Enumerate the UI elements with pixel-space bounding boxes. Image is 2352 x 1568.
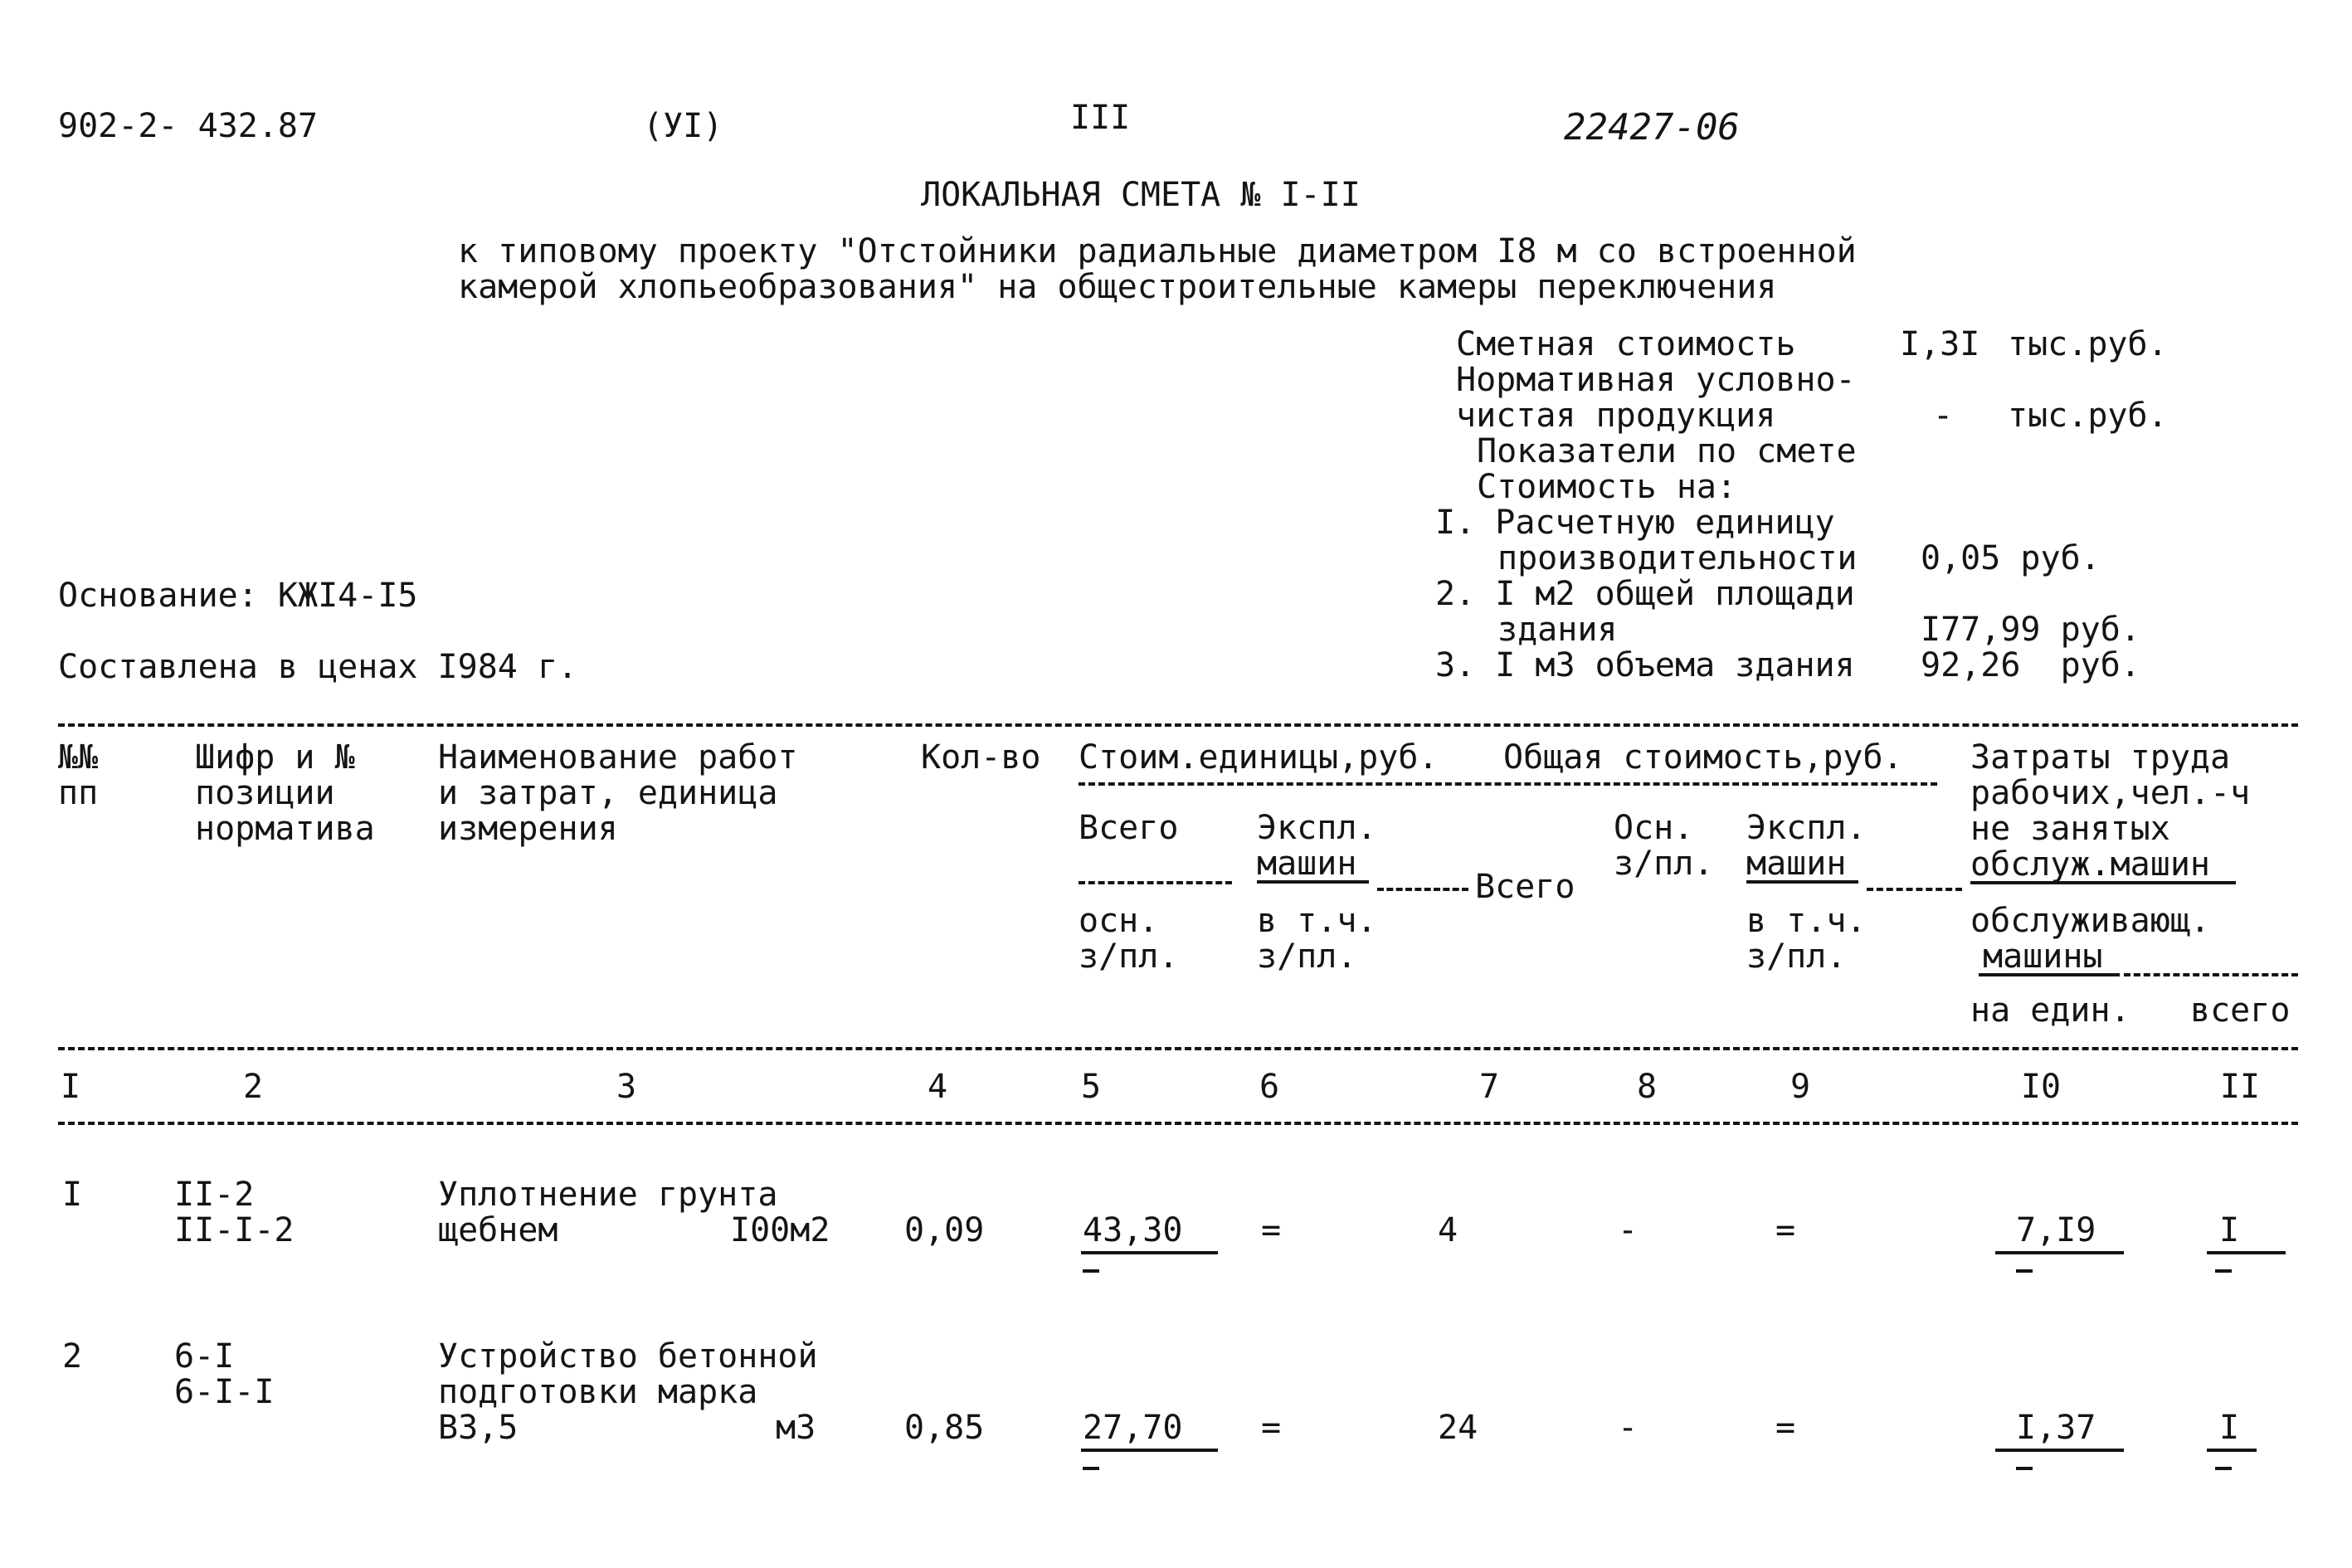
col-3-header: измерения bbox=[438, 810, 618, 848]
value-marker bbox=[2215, 1467, 2232, 1470]
col-2-header: позиции bbox=[195, 774, 335, 812]
unit-cost-total: 27,70 bbox=[1083, 1409, 1183, 1447]
summary-value: 0,05 руб. bbox=[1921, 539, 2101, 577]
value-underline bbox=[1995, 1251, 2124, 1254]
col-3-header: и затрат, единица bbox=[438, 774, 778, 812]
labor-header: не занятых bbox=[1970, 810, 2170, 848]
total-machines-rule bbox=[1867, 888, 1962, 891]
col-2-header: норматива bbox=[195, 810, 375, 848]
unit-machines-rule bbox=[1377, 888, 1468, 891]
column-number: 4 bbox=[927, 1068, 948, 1106]
labor-per-unit: I,37 bbox=[2016, 1409, 2096, 1447]
unit-machines-header: машин bbox=[1257, 845, 1357, 883]
total-cost: 24 bbox=[1438, 1409, 1478, 1447]
row-number: I bbox=[62, 1176, 83, 1214]
norm-code: II-2 bbox=[174, 1176, 255, 1214]
total-machines-header: машин bbox=[1746, 845, 1847, 883]
value-underline bbox=[2207, 1449, 2257, 1452]
work-name: щебнем bbox=[438, 1211, 558, 1249]
col-3-header: Наименование работ bbox=[438, 738, 798, 777]
summary-label: чистая продукция bbox=[1456, 397, 1776, 435]
col-4-header: Кол-во bbox=[921, 738, 1041, 777]
summary-label: Сметная стоимость bbox=[1456, 325, 1796, 363]
col-1-header: пп bbox=[58, 774, 99, 812]
column-number: I bbox=[60, 1068, 81, 1106]
column-number: 5 bbox=[1080, 1068, 1102, 1106]
column-number: 6 bbox=[1259, 1068, 1280, 1106]
summary-label: производительности bbox=[1497, 539, 1858, 577]
total-incl-wage-header: з/пл. bbox=[1746, 937, 1847, 976]
summary-label: I. Расчетную единицу bbox=[1435, 504, 1835, 542]
labor-header-underline bbox=[1970, 881, 2236, 884]
unit-incl-wage-header: з/пл. bbox=[1257, 937, 1357, 976]
total-incl-wage-header: в т.ч. bbox=[1746, 902, 1867, 940]
measure-unit: м3 bbox=[776, 1409, 816, 1447]
page-number: III bbox=[1070, 99, 1131, 137]
summary-unit: тыс.руб. bbox=[2008, 325, 2168, 363]
total-machines: = bbox=[1775, 1211, 1796, 1249]
document-code: 902-2- 432.87 bbox=[58, 107, 319, 145]
labor-total: I bbox=[2219, 1211, 2240, 1249]
value-underline bbox=[2207, 1251, 2286, 1254]
unit-cost-header: Стоим.единицы,руб. bbox=[1079, 738, 1439, 777]
total-machines: = bbox=[1775, 1409, 1796, 1447]
col-2-header: Шифр и № bbox=[195, 738, 355, 777]
measure-unit: I00м2 bbox=[730, 1211, 830, 1249]
row-number: 2 bbox=[62, 1337, 83, 1376]
unit-total-rule bbox=[1079, 881, 1232, 884]
sheet-id: 22427-06 bbox=[1564, 106, 1740, 149]
column-number: II bbox=[2219, 1068, 2261, 1106]
column-number: 9 bbox=[1790, 1068, 1811, 1106]
summary-unit: тыс.руб. bbox=[2008, 397, 2168, 435]
labor-header: машины bbox=[1983, 937, 2103, 976]
value-underline bbox=[1081, 1251, 1218, 1254]
unit-wage-header: з/пл. bbox=[1079, 937, 1179, 976]
summary-value: - bbox=[1933, 397, 1954, 435]
labor-per-unit: 7,I9 bbox=[2016, 1211, 2096, 1249]
labor-header: обслуж.машин bbox=[1970, 845, 2210, 884]
total-cost-header: Общая стоимость,руб. bbox=[1503, 738, 1903, 777]
summary-label: здания bbox=[1497, 611, 1618, 649]
value-marker bbox=[1083, 1269, 1099, 1273]
column-number: 8 bbox=[1636, 1068, 1658, 1106]
summary-label: Нормативная условно- bbox=[1456, 361, 1856, 399]
table-top-rule bbox=[58, 723, 2298, 727]
total-cost-all-header: Всего bbox=[1475, 868, 1575, 906]
total-wage: - bbox=[1618, 1211, 1639, 1249]
value-marker bbox=[1083, 1467, 1099, 1470]
value-underline bbox=[1081, 1449, 1218, 1452]
unit-cost-total: 43,30 bbox=[1083, 1211, 1183, 1249]
labor-header: рабочих,чел.-ч bbox=[1970, 774, 2251, 812]
column-number: 2 bbox=[242, 1068, 264, 1106]
labor-total-header: всего bbox=[2190, 991, 2291, 1030]
column-number: I0 bbox=[2020, 1068, 2062, 1106]
column-number-rule bbox=[58, 1122, 2298, 1125]
work-name: Устройство бетонной bbox=[438, 1337, 818, 1376]
album-number: (УI) bbox=[643, 107, 723, 145]
quantity: 0,85 bbox=[904, 1409, 985, 1447]
work-name: Уплотнение грунта bbox=[438, 1176, 778, 1214]
unit-cost-machines: = bbox=[1261, 1211, 1282, 1249]
value-marker bbox=[2016, 1269, 2033, 1273]
labor-header: обслуживающ. bbox=[1970, 902, 2210, 940]
basis-line: Основание: КЖI4-I5 bbox=[58, 577, 418, 615]
labor-header-underline bbox=[1979, 973, 2120, 976]
column-number: 7 bbox=[1478, 1068, 1500, 1106]
unit-machines-header: Экспл. bbox=[1257, 809, 1377, 847]
summary-label: Показатели по смете bbox=[1477, 432, 1857, 470]
summary-label: 2. I м2 общей площади bbox=[1435, 575, 1855, 613]
value-marker bbox=[2215, 1269, 2232, 1273]
header-bottom-rule bbox=[58, 1047, 2298, 1050]
total-machines-underline bbox=[1746, 880, 1858, 884]
unit-total-header: Всего bbox=[1079, 809, 1179, 847]
summary-value: I,3I bbox=[1900, 325, 1980, 363]
estimate-subtitle-line-2: камерой хлопьеобразования" на общестроительные камеры переключения bbox=[458, 268, 1777, 306]
labor-header: Затраты труда bbox=[1970, 738, 2231, 777]
total-cost: 4 bbox=[1438, 1211, 1458, 1249]
summary-label: Стоимость на: bbox=[1477, 468, 1737, 506]
labor-header-rule bbox=[2124, 973, 2298, 976]
estimate-title: ЛОКАЛЬНАЯ СМЕТА № I-II bbox=[921, 176, 1361, 214]
work-name: В3,5 bbox=[438, 1409, 519, 1447]
summary-value: 92,26 руб. bbox=[1921, 646, 2140, 684]
unit-incl-wage-header: в т.ч. bbox=[1257, 902, 1377, 940]
work-name: подготовки марка bbox=[438, 1373, 758, 1411]
unit-cost-machines: = bbox=[1261, 1409, 1282, 1447]
cost-group-rule bbox=[1079, 782, 1937, 786]
estimate-subtitle-line-1: к типовому проекту "Отстойники радиальные диаметром I8 м со встроенной bbox=[458, 232, 1857, 270]
labor-per-unit-header: на един. bbox=[1970, 991, 2130, 1030]
total-wage: - bbox=[1618, 1409, 1639, 1447]
col-1-header: №№ bbox=[58, 738, 99, 777]
summary-value: I77,99 руб. bbox=[1921, 611, 2140, 649]
labor-total: I bbox=[2219, 1409, 2240, 1447]
value-marker bbox=[2016, 1467, 2033, 1470]
value-underline bbox=[1995, 1449, 2124, 1452]
unit-machines-underline bbox=[1257, 880, 1369, 884]
total-wage-header: з/пл. bbox=[1614, 845, 1714, 883]
norm-position: 6-I-I bbox=[174, 1373, 275, 1411]
norm-position: II-I-2 bbox=[174, 1211, 295, 1249]
price-year-line: Составлена в ценах I984 г. bbox=[58, 648, 578, 686]
total-wage-header: Осн. bbox=[1614, 809, 1694, 847]
unit-wage-header: осн. bbox=[1079, 902, 1159, 940]
summary-label: 3. I м3 объема здания bbox=[1435, 646, 1855, 684]
column-number: 3 bbox=[616, 1068, 637, 1106]
norm-code: 6-I bbox=[174, 1337, 235, 1376]
total-machines-header: Экспл. bbox=[1746, 809, 1867, 847]
quantity: 0,09 bbox=[904, 1211, 985, 1249]
